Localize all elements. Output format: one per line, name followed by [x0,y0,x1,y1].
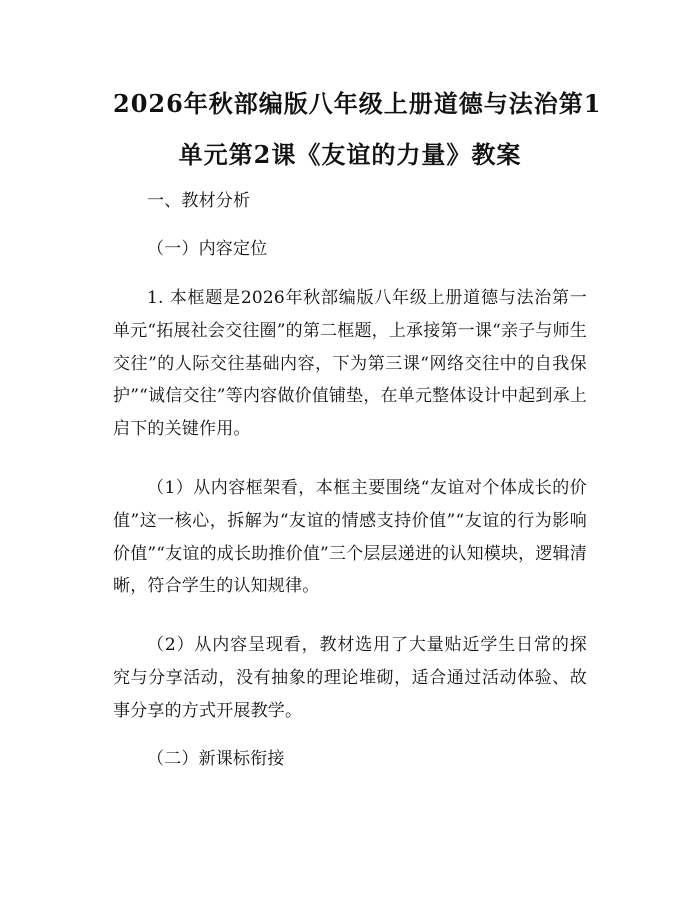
paragraph-content-positioning: 1. 本框题是2026年秋部编版八年级上册道德与法治第一单元“拓展社会交往圈”的第二框题，上承接第一课“亲子与师生交往”的人际交往基础内容，下为第三课“网络交往中的自我保护”“诚信交往”等内容做价值铺垫，在单元整体设计中起到承上启下的关键作用。 [113,288,587,440]
subsection-heading-content-positioning: （一）内容定位 [147,239,268,259]
paragraph-content-presentation: （2）从内容呈现看，教材选用了大量贴近学生日常的探究与分享活动，没有抽象的理论堆砌，适合通过活动体验、故事分享的方式开展教学。 [113,635,587,721]
paragraph-content-framework: （1）从内容框架看，本框主要围绕“友谊对个体成长的价值”这一核心，拆解为“友谊的情感支持价值”“友谊的行为影响价值”“友谊的成长助推价值”三个层层递进的认知模块，逻辑清晰，符合学生的认知规律。 [113,478,587,597]
subsection-heading-new-curriculum: （二）新课标衔接 [147,749,285,769]
title-line-1: 2026年秋部编版八年级上册道德与法治第1 [113,89,602,118]
document-title [113,78,602,180]
title-line-2: 单元第2课《友谊的力量》教案 [178,140,522,169]
section-heading-textbook-analysis: 一、教材分析 [147,191,251,211]
